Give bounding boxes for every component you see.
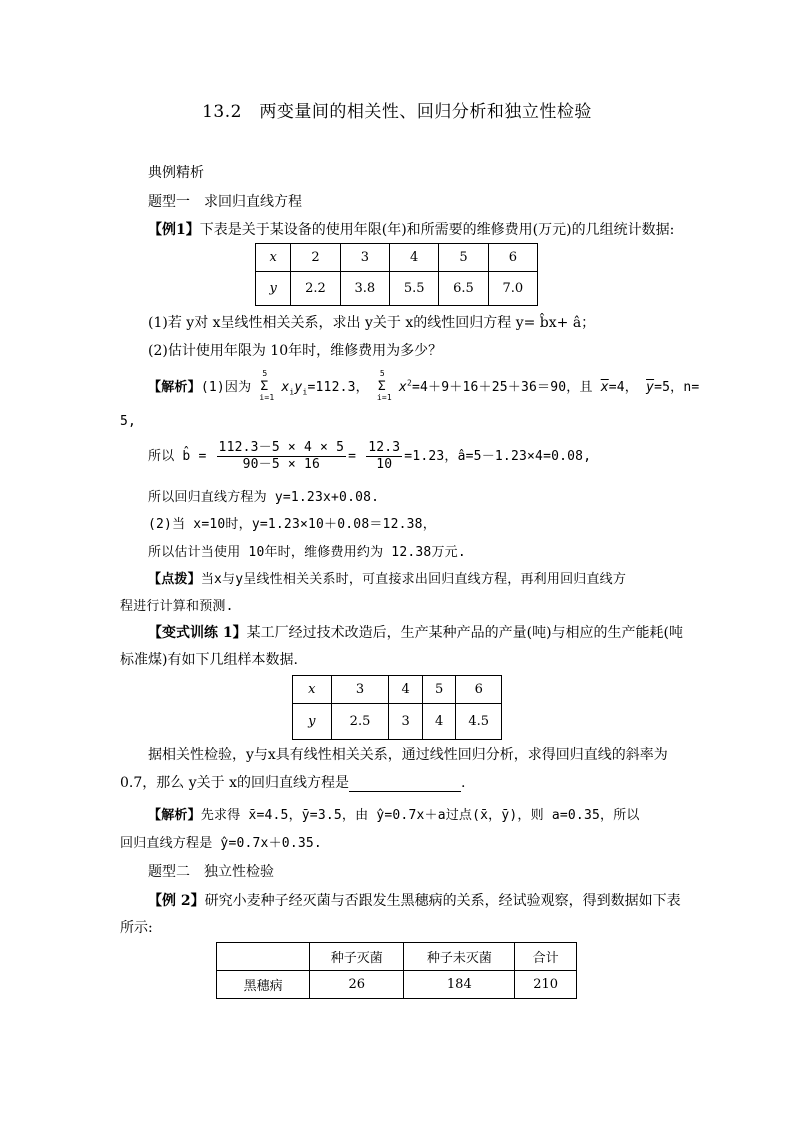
table-row [293, 676, 502, 704]
table-cell: 210 [515, 971, 577, 999]
tip-line-1: 【点拨】当x与y呈线性相关关系时，可直接求出回归直线方程，再利用回归直线方 [148, 572, 627, 587]
var1-line-1: 【变式训练 1】某工厂经过技术改造后，生产某种产品的产量(吨)与相应的生产能耗(吨 [148, 625, 684, 641]
table-cell: 3 [389, 704, 423, 740]
ex1-question-2: (2)估计使用年限为 10年时，维修费用为多少？ [148, 343, 443, 359]
sol1-line-5: (2)当 x=10时，y=1.23×10＋0.08＝12.38， [148, 517, 436, 532]
table-cell: 6 [456, 676, 502, 704]
table-cell: 5.5 [390, 272, 439, 306]
tip-line-2: 程进行计算和预测. [120, 599, 234, 614]
table-cell: 26 [310, 971, 404, 999]
section-heading: 典例精析 [148, 165, 204, 181]
ex2-line-2: 所示: [120, 920, 153, 936]
table-cell: 5 [439, 244, 488, 272]
table-cell: 3.8 [340, 272, 389, 306]
sum-symbol: 5 Σ i=1 [376, 368, 392, 402]
table-row [217, 943, 577, 971]
sol1-line-1: 【解析】(1)因为 5 Σ i=1 $x_iy_i=112.3$， 5 Σ i=1 $x^2=4+9+16+25+36=90$，且 $\overline{x}=4$， $\overline{y}=5$，n= [148, 368, 700, 402]
ex1-text: 下表是关于某设备的使用年限(年)和所需要的维修费用(万元)的几组统计数据: [199, 222, 675, 238]
page-title: 13.2 两变量间的相关性、回归分析和独立性检验 [202, 102, 592, 122]
table-cell: 6.5 [439, 272, 488, 306]
ex1-line [148, 219, 674, 239]
table-cell [217, 943, 310, 971]
table-cell: 7.0 [488, 272, 537, 306]
table-cell: 种子未灭菌 [404, 943, 515, 971]
ex2-table [216, 942, 577, 999]
table-row [217, 971, 577, 999]
table-cell: 2 [291, 244, 340, 272]
table-cell: 3 [340, 244, 389, 272]
table-row [256, 272, 538, 306]
table-cell: y [293, 704, 332, 740]
tip-tag: 【点拨】 [148, 572, 201, 587]
ex2-tag: 【例 2】 [148, 893, 205, 909]
sol2-tag: 【解析】 [148, 808, 201, 823]
table-row [256, 244, 538, 272]
table-cell: 184 [404, 971, 515, 999]
sol1-line-2: 5, [120, 414, 137, 429]
table-cell: y [256, 272, 291, 306]
var1-tag: 【变式训练 1】 [148, 625, 247, 641]
ex1-tag: 【例1】 [148, 222, 200, 238]
var1-line-3: 据相关性检验，y与x具有线性相关关系，通过线性回归分析，求得回归直线的斜率为 [148, 747, 668, 763]
var1-line-4: 0.7，那么 y关于 x的回归直线方程是 . [120, 775, 466, 791]
type2-heading: 题型二 独立性检验 [148, 864, 274, 880]
ex1-question-1: (1)若 y对 x呈线性相关关系，求出 y关于 x的线性回归方程 y= b̂x+ â； [148, 315, 596, 331]
fraction-1: $\frac{112.3-5 \times 4 \times 5}{90-5 \times 16}$ [218, 440, 345, 472]
table-cell: x [293, 676, 332, 704]
sol2-line-2: 回归直线方程是 ŷ=0.7x＋0.35. [120, 836, 322, 851]
table-cell: 6 [488, 244, 537, 272]
table-cell: 2.5 [331, 704, 389, 740]
table-cell: 5 [422, 676, 456, 704]
answer-blank[interactable] [349, 777, 461, 792]
sol1-line-4: 所以回归直线方程为 y=1.23x+0.08. [148, 490, 380, 505]
ex1-table [255, 243, 538, 306]
table-cell: 4 [390, 244, 439, 272]
sum-symbol: 5 Σ i=1 [259, 368, 275, 402]
sol1-tag: 【解析】 [148, 380, 201, 395]
table-cell: 4 [422, 704, 456, 740]
table-cell: 4 [389, 676, 423, 704]
ex2-line-1: 【例 2】研究小麦种子经灭菌与否跟发生黑穗病的关系，经试验观察，得到数据如下表 [148, 893, 681, 909]
table-cell: 合计 [515, 943, 577, 971]
table-cell: 种子灭菌 [310, 943, 404, 971]
table-cell: 3 [331, 676, 389, 704]
sol2-line-1: 【解析】先求得 x̄=4.5，ȳ=3.5，由 ŷ=0.7x＋a过点(x̄，ȳ)，则 a=0.35，所以 [148, 808, 640, 823]
table-cell: 2.2 [291, 272, 340, 306]
var1-line-2: 标准煤)有如下几组样本数据. [120, 652, 298, 668]
table-cell: 4.5 [456, 704, 502, 740]
table-cell: x [256, 244, 291, 272]
sol1-line-6: 所以估计当使用 10年时，维修费用约为 12.38万元. [148, 545, 466, 560]
sol1-line-3: 所以 b̂ = $\frac{112.3-5 \times 4 \times 5}{90-5 \times 16}$ = $\frac{12.3}{10}$ =1.23，â=5－1.23×4=0.08, [148, 440, 592, 472]
table-row [293, 704, 502, 740]
type1-heading: 题型一 求回归直线方程 [148, 194, 302, 210]
table-cell: 黑穗病 [217, 971, 310, 999]
var1-table [292, 675, 502, 740]
fraction-2: $\frac{12.3}{10}$ [368, 440, 401, 472]
